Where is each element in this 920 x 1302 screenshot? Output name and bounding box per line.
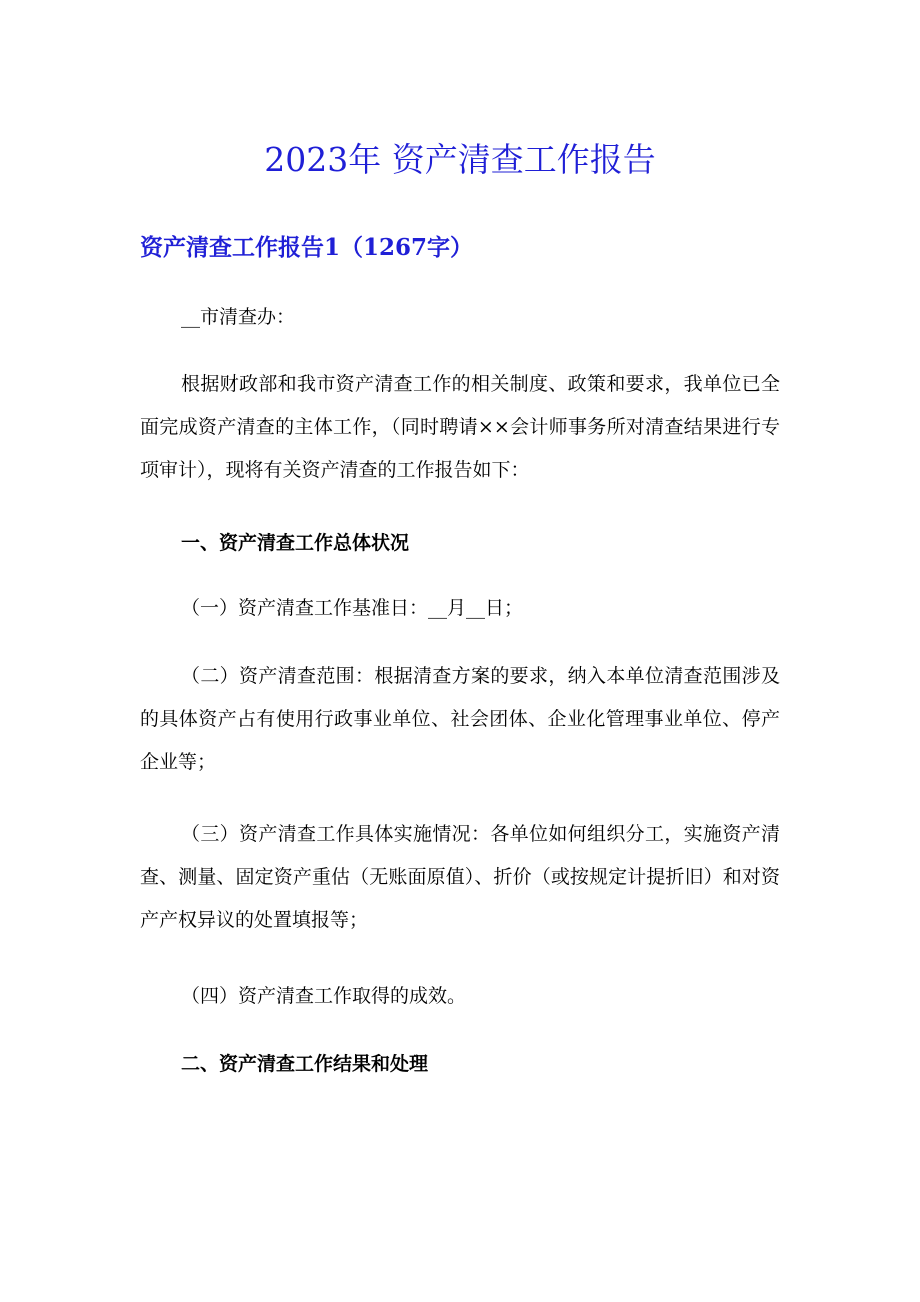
item-scope: （二）资产清查范围：根据清查方案的要求，纳入本单位清查范围涉及的具体资产占有使用行政事业单位、社会团体、企业化管理事业单位、停产企业等； (140, 665, 780, 773)
section-title: 资产清查工作报告1（1267字） (140, 234, 474, 261)
heading-overall-status: 一、资产清查工作总体状况 (181, 532, 410, 554)
item-benchmark-date: （一）资产清查工作基准日：__月__日； (181, 597, 524, 619)
salutation: __市清查办： (181, 306, 296, 328)
item-implementation: （三）资产清查工作具体实施情况：各单位如何组织分工，实施资产清查、测量、固定资产重估（无账面原值）、折价（或按规定计提折旧）和对资产产权异议的处置填报等； (140, 823, 780, 931)
intro-paragraph: 根据财政部和我市资产清查工作的相关制度、政策和要求，我单位已全面完成资产清查的主体工作，（同时聘请××会计师事务所对清查结果进行专项审计），现将有关资产清查的工作报告如下： (140, 373, 780, 481)
item-results-achieved: （四）资产清查工作取得的成效。 (181, 985, 467, 1007)
document-title: 2023年 资产清查工作报告 (264, 140, 656, 179)
heading-results-and-handling: 二、资产清查工作结果和处理 (181, 1053, 429, 1075)
